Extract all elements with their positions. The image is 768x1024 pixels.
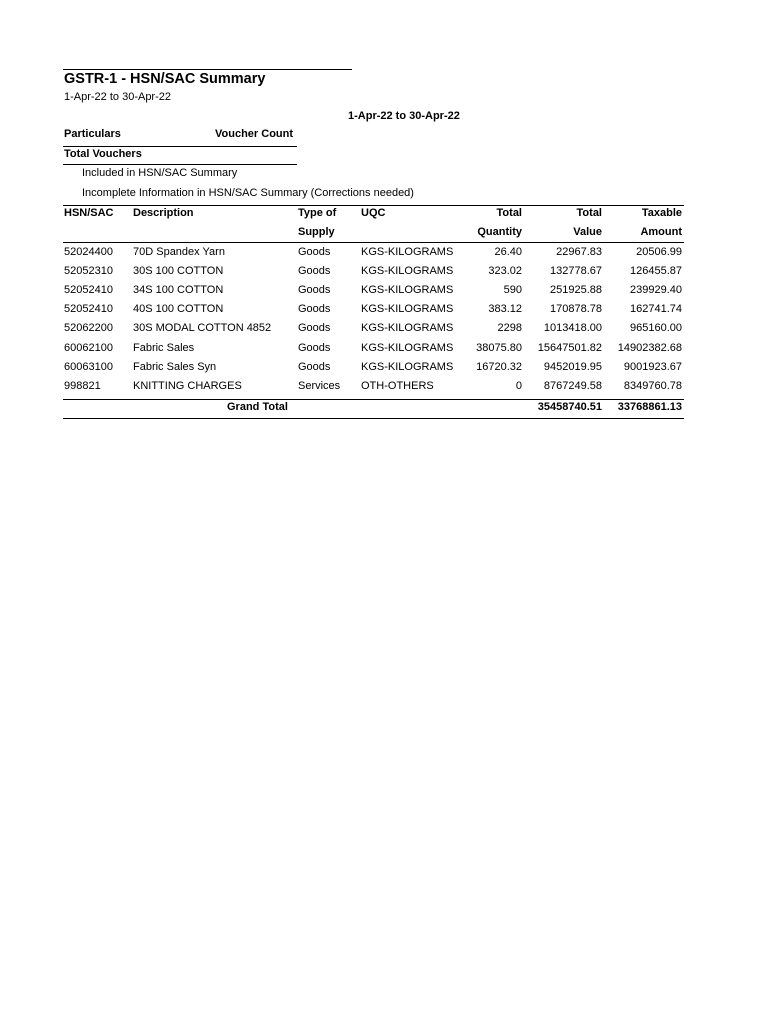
cell-total-value: 22967.83 xyxy=(556,246,602,258)
cell-description: 34S 100 COTTON xyxy=(133,284,224,297)
title-top-rule xyxy=(63,69,352,70)
header-taxable-amount: Taxable xyxy=(641,207,682,219)
header-total-quantity: Total xyxy=(496,207,522,219)
cell-taxable-amount: 8349760.78 xyxy=(623,379,682,392)
table-top-rule xyxy=(63,205,684,206)
cell-total-quantity: 38075.80 xyxy=(476,341,522,354)
cell-uqc: KGS-KILOGRAMS xyxy=(361,265,454,278)
header-total-quantity-line2: Quantity xyxy=(477,226,522,238)
cell-total-value: 170878.78 xyxy=(550,303,602,316)
header-hsn-sac: HSN/SAC xyxy=(64,207,114,219)
grand-total-value: 35458740.51 xyxy=(537,401,602,413)
cell-total-quantity: 323.02 xyxy=(488,265,522,278)
cell-hsn-sac: 52062200 xyxy=(64,322,113,335)
particulars-rule xyxy=(63,146,297,147)
cell-uqc: KGS-KILOGRAMS xyxy=(361,284,454,297)
cell-hsn-sac: 52052410 xyxy=(64,284,113,297)
cell-total-quantity: 0 xyxy=(515,379,522,392)
particulars-label: Particulars xyxy=(64,128,121,140)
cell-type-of-supply: Goods xyxy=(298,303,331,316)
cell-uqc: KGS-KILOGRAMS xyxy=(361,360,454,373)
cell-type-of-supply: Goods xyxy=(298,265,331,278)
incomplete-label: Incomplete Information in HSN/SAC Summary (Corrections needed) xyxy=(82,187,414,199)
cell-taxable-amount: 126455.87 xyxy=(630,265,682,278)
cell-description: 40S 100 COTTON xyxy=(133,303,224,316)
cell-total-quantity: 590 xyxy=(503,284,522,297)
cell-hsn-sac: 60062100 xyxy=(64,341,113,354)
cell-taxable-amount: 162741.74 xyxy=(630,303,682,316)
cell-uqc: KGS-KILOGRAMS xyxy=(361,246,454,258)
grand-total-bottom-rule xyxy=(63,418,684,419)
cell-taxable-amount: 20506.99 xyxy=(636,246,682,258)
cell-description: 30S MODAL COTTON 4852 xyxy=(133,322,272,335)
cell-uqc: KGS-KILOGRAMS xyxy=(361,341,454,354)
cell-type-of-supply: Goods xyxy=(298,284,331,297)
cell-description: 30S 100 COTTON xyxy=(133,265,224,278)
cell-type-of-supply: Goods xyxy=(298,341,331,354)
header-uqc: UQC xyxy=(361,207,386,219)
cell-total-value: 1013418.00 xyxy=(543,322,602,335)
cell-total-value: 15647501.82 xyxy=(537,341,602,354)
voucher-count-label: Voucher Count xyxy=(215,128,294,140)
cell-type-of-supply: Goods xyxy=(298,360,331,373)
cell-total-quantity: 26.40 xyxy=(494,246,522,258)
cell-hsn-sac: 52024400 xyxy=(64,246,113,258)
cell-total-value: 251925.88 xyxy=(550,284,602,297)
cell-type-of-supply: Goods xyxy=(298,246,331,258)
cell-hsn-sac: 60063100 xyxy=(64,360,113,373)
total-vouchers-rule xyxy=(63,164,297,165)
cell-total-value: 9452019.95 xyxy=(543,360,602,373)
header-type-of-supply: Type of xyxy=(298,207,337,219)
cell-total-value: 132778.67 xyxy=(550,265,602,278)
header-type-of-supply-line2: Supply xyxy=(298,226,335,238)
cell-total-quantity: 383.12 xyxy=(488,303,522,316)
cell-uqc: OTH-OTHERS xyxy=(361,379,434,392)
cell-taxable-amount: 239929.40 xyxy=(630,284,682,297)
table-header-rule xyxy=(63,242,684,243)
grand-total-taxable: 33768861.13 xyxy=(617,401,682,413)
cell-uqc: KGS-KILOGRAMS xyxy=(361,303,454,316)
report-period: 1-Apr-22 to 30-Apr-22 xyxy=(64,91,171,103)
report-title: GSTR-1 - HSN/SAC Summary xyxy=(64,71,266,87)
cell-type-of-supply: Goods xyxy=(298,322,331,335)
cell-hsn-sac: 52052310 xyxy=(64,265,113,278)
cell-taxable-amount: 965160.00 xyxy=(630,322,682,335)
cell-uqc: KGS-KILOGRAMS xyxy=(361,322,454,335)
column-period: 1-Apr-22 to 30-Apr-22 xyxy=(348,110,460,122)
cell-total-quantity: 16720.32 xyxy=(476,360,522,373)
grand-total-top-rule xyxy=(63,399,684,400)
cell-total-value: 8767249.58 xyxy=(543,379,602,392)
cell-description: KNITTING CHARGES xyxy=(133,379,242,392)
included-label: Included in HSN/SAC Summary xyxy=(82,167,238,179)
header-description: Description xyxy=(133,207,194,219)
cell-description: Fabric Sales Syn xyxy=(133,360,217,373)
cell-description: 70D Spandex Yarn xyxy=(133,246,225,258)
cell-hsn-sac: 998821 xyxy=(64,379,101,392)
cell-description: Fabric Sales xyxy=(133,341,195,354)
cell-total-quantity: 2298 xyxy=(497,322,522,335)
grand-total-label: Grand Total xyxy=(227,401,288,413)
cell-hsn-sac: 52052410 xyxy=(64,303,113,316)
cell-taxable-amount: 14902382.68 xyxy=(617,341,682,354)
header-taxable-amount-line2: Amount xyxy=(640,226,682,238)
total-vouchers-label: Total Vouchers xyxy=(64,148,142,160)
header-total-value-line2: Value xyxy=(573,226,602,238)
cell-taxable-amount: 9001923.67 xyxy=(623,360,682,373)
cell-type-of-supply: Services xyxy=(298,379,341,392)
header-total-value: Total xyxy=(576,207,602,219)
